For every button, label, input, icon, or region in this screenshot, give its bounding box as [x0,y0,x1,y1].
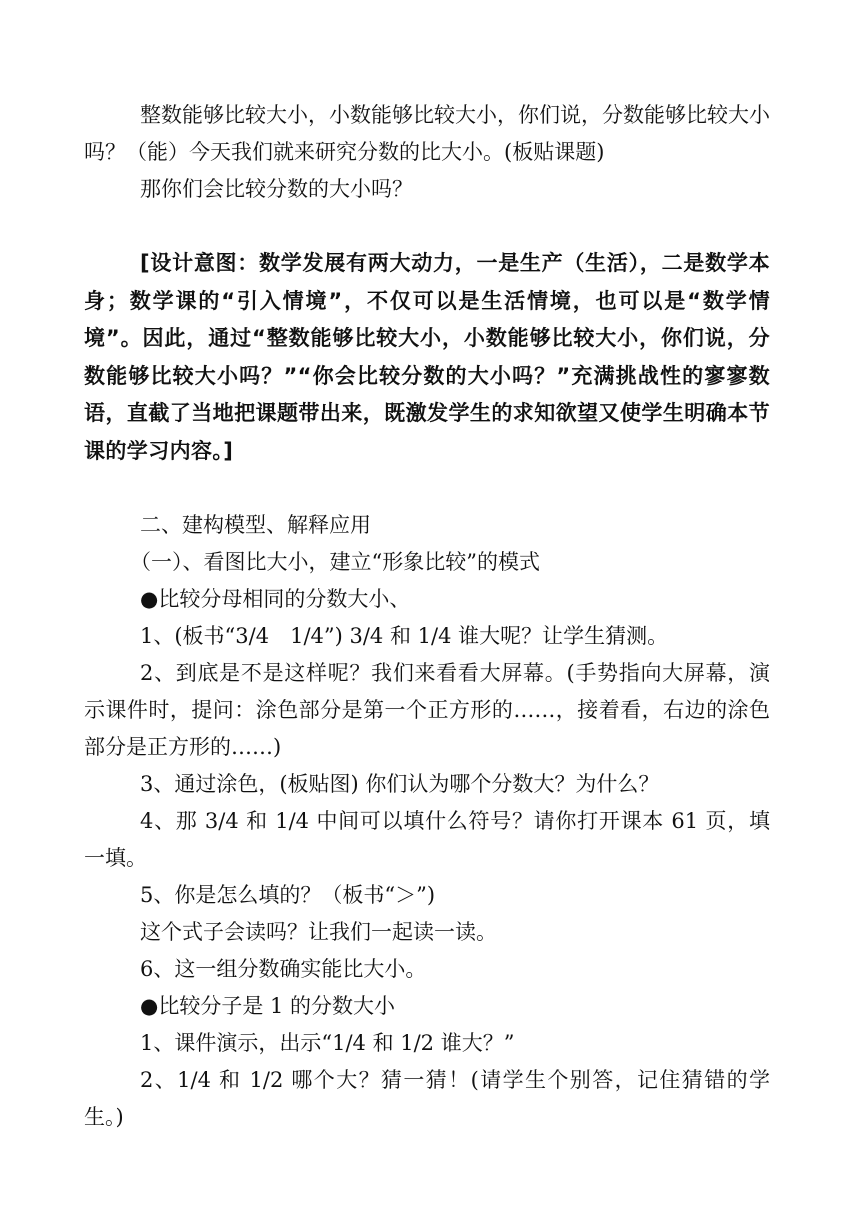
step-item: 5、你是怎么填的？（板书“＞”) [140,883,436,907]
spacer [84,470,770,507]
spacer [84,208,770,245]
step-item: 1、课件演示，出示“1/4 和 1/2 谁大？” [140,1031,515,1055]
design-intent-note: [设计意图：数学发展有两大动力，一是生产（生活），二是数学本身；数学课的“引入情境”，不仅可以是生活情境，也可以是“数学情境”。因此，通过“整数能够比较大小，小数能够比较大小，你们说，分数能够比较大小吗？”“你会比较分数的大小吗？”充满挑战性的寥寥数语，直截了当地把课题带出来，既激发学生的求知欲望又使学生明确本节课的学习内容。] [84,251,770,463]
step-item: 6、这一组分数确实能比大小。 [140,957,427,981]
bullet-numerator-one: ●比较分子是 1 的分数大小 [140,994,396,1018]
step-item: 1、(板书“3/4 1/4”) 3/4 和 1/4 谁大呢？让学生猜测。 [140,624,669,648]
intro-paragraph: 整数能够比较大小，小数能够比较大小，你们说，分数能够比较大小吗？（能）今天我们就来研究分数的比大小。(板贴课题) [84,103,770,164]
document-page [84,97,770,1136]
step-item: 这个式子会读吗？让我们一起读一读。 [140,920,497,944]
intro-question: 那你们会比较分数的大小吗？ [140,177,413,201]
bullet-same-denominator: ●比较分母相同的分数大小、 [140,587,411,611]
step-item: 2、1/4 和 1/2 哪个大？猜一猜！(请学生个别答，记住猜错的学生。) [84,1068,770,1129]
step-item: 2、到底是不是这样呢？我们来看看大屏幕。(手势指向大屏幕，演示课件时，提问：涂色部分是第一个正方形的……，接着看，右边的涂色部分是正方形的……) [84,661,770,759]
subsection-heading: （一）、看图比大小，建立“形象比较”的模式 [130,550,540,574]
step-item: 3、通过涂色，(板贴图) 你们认为哪个分数大？为什么？ [140,772,660,796]
step-item: 4、那 3/4 和 1/4 中间可以填什么符号？请你打开课本 61 页，填一填。 [84,809,770,870]
section-heading: 二、建构模型、解释应用 [140,513,371,537]
